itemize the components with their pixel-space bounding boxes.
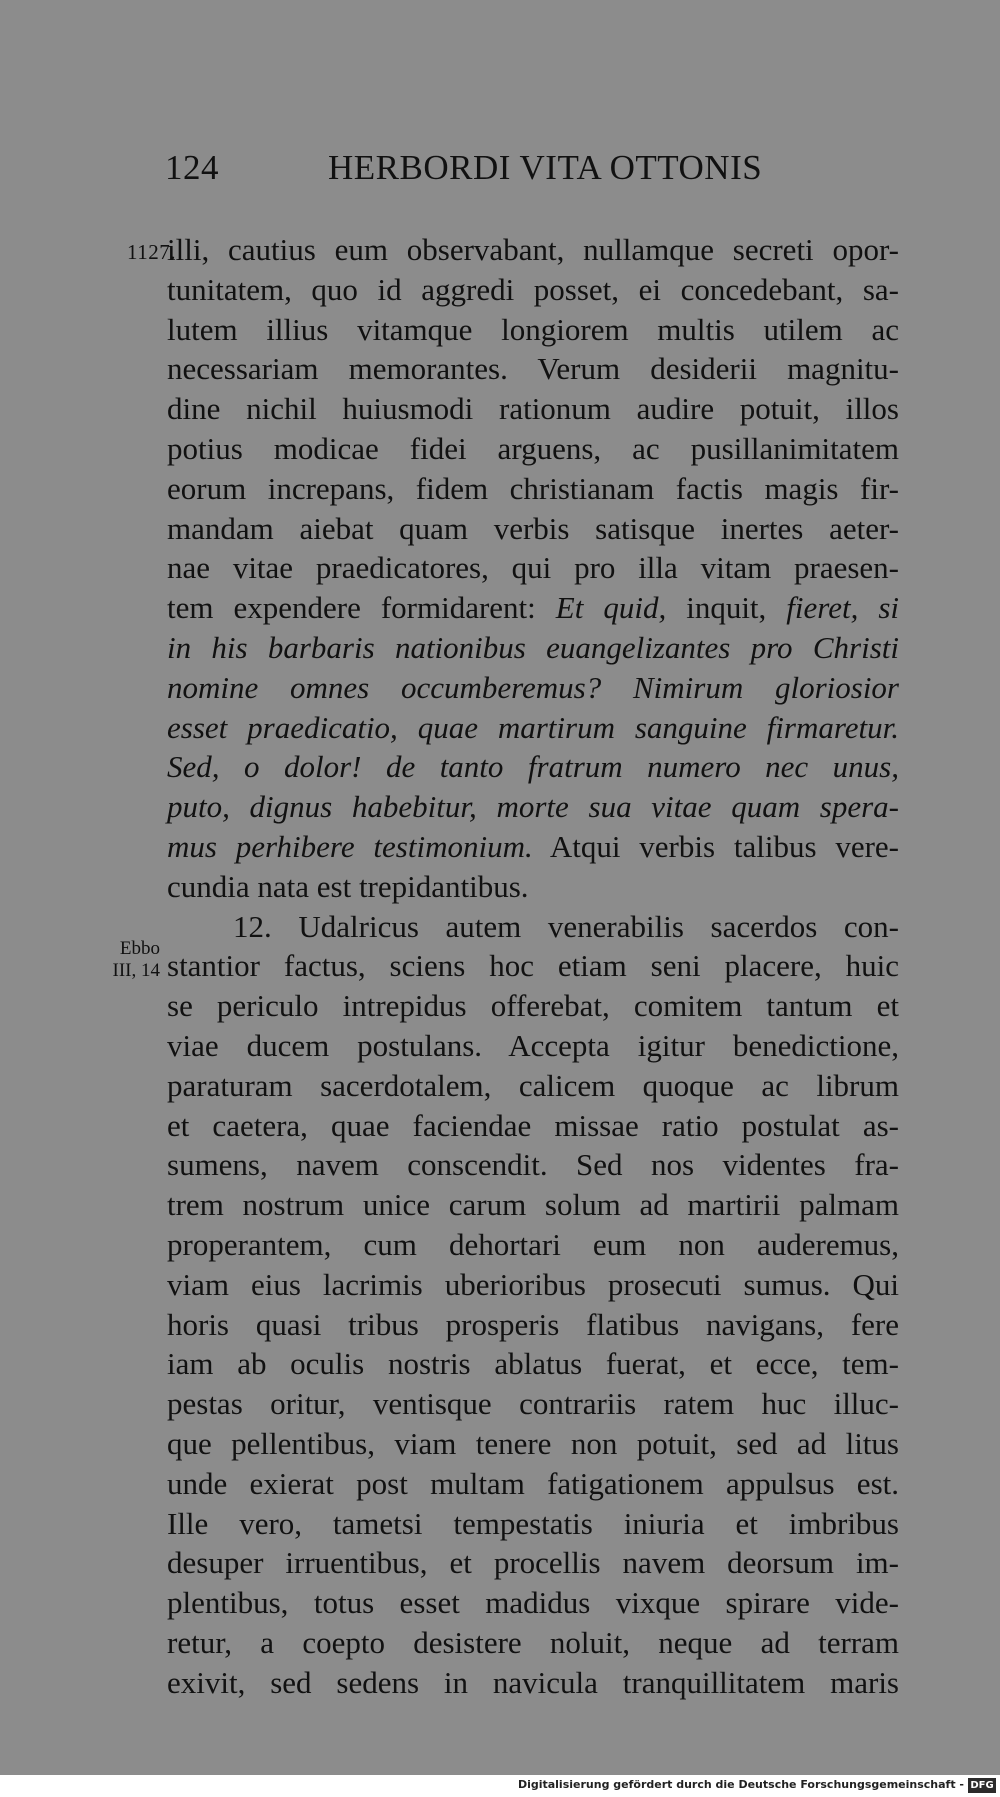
- text-line: [167, 907, 899, 947]
- text-line: [167, 1305, 899, 1345]
- text-segment: trem nostrum unice carum solum ad martirii palmam: [167, 1187, 899, 1223]
- text-line: [167, 1185, 899, 1225]
- text-segment: viam eius lacrimis uberioribus prosecuti sumus. Qui: [167, 1266, 899, 1302]
- text-segment: dine nichil huiusmodi rationum audire potuit, illos: [167, 391, 899, 427]
- text-segment: 12. Udalricus autem venerabilis sacerdos con-: [233, 908, 899, 944]
- header-title: HERBORDI VITA OTTONIS: [328, 148, 763, 187]
- text-segment: cundia nata est trepidantibus.: [167, 868, 529, 904]
- text-line: [167, 1504, 899, 1544]
- margin-source-line: III, 14: [112, 960, 160, 981]
- text-segment: retur, a coepto desistere noluit, neque ad terram: [167, 1624, 899, 1660]
- text-line: [167, 1344, 899, 1384]
- body-text: [167, 230, 899, 1702]
- text-segment: mandam aiebat quam verbis satisque inertes aeter-: [167, 510, 899, 546]
- text-segment: nae vitae praedicatores, qui pro illa vitam praesen-: [167, 550, 899, 586]
- text-segment: properantem, cum dehortari eum non auderemus,: [167, 1226, 899, 1262]
- running-head: [165, 148, 763, 188]
- text-line: [167, 1066, 899, 1106]
- text-line: [167, 1145, 899, 1185]
- text-segment: illi, cautius eum observabant, nullamque secreti opor-: [167, 232, 899, 267]
- text-line: [167, 230, 899, 270]
- text-line: [167, 469, 899, 509]
- text-segment: lutem illius vitamque longiorem multis utilem ac: [167, 311, 899, 347]
- text-segment: Et quid,: [555, 590, 667, 626]
- text-segment: pestas oritur, ventisque contrariis ratem huc illuc-: [167, 1386, 899, 1422]
- text-segment: et caetera, quae faciendae missae ratio postulat as-: [167, 1107, 899, 1143]
- text-segment: Atqui verbis talibus vere-: [532, 828, 899, 864]
- page-number: 124: [165, 148, 219, 187]
- text-segment: se periculo intrepidus offerebat, comitem tantum et: [167, 988, 899, 1024]
- text-line: [167, 1106, 899, 1146]
- text-segment: paraturam sacerdotalem, calicem quoque ac librum: [167, 1067, 899, 1103]
- text-line: [167, 628, 899, 668]
- text-line: [167, 747, 899, 787]
- text-segment: in his barbaris nationibus euangelizantes pro Christi: [167, 629, 899, 665]
- margin-source-note: [100, 938, 160, 982]
- text-line: [167, 1623, 899, 1663]
- text-segment: Sed, o dolor! de tanto fratrum numero nec unus,: [167, 749, 899, 785]
- text-line: [167, 509, 899, 549]
- margin-source-line: Ebbo: [119, 938, 160, 959]
- text-segment: viae ducem postulans. Accepta igitur benedictione,: [167, 1027, 899, 1063]
- text-segment: stantior factus, sciens hoc etiam seni placere, huic: [167, 948, 899, 984]
- text-segment: puto, dignus habebitur, morte sua vitae quam spera-: [167, 789, 899, 825]
- text-line: [167, 1265, 899, 1305]
- margin-year-note: 1127.: [127, 240, 176, 264]
- dfg-logo: DFG: [968, 1778, 996, 1793]
- text-segment: plentibus, totus esset madidus vixque spirare vide-: [167, 1585, 899, 1621]
- text-line: [167, 1225, 899, 1265]
- text-line: [167, 946, 899, 986]
- text-segment: desuper irruentibus, et procellis navem deorsum im-: [167, 1545, 899, 1581]
- text-line: [167, 787, 899, 827]
- text-line: [167, 1583, 899, 1623]
- footer-credit: Digitalisierung gefördert durch die Deutsche Forschungsgemeinschaft -: [517, 1778, 964, 1791]
- text-segment: mus perhibere testimonium.: [167, 828, 533, 864]
- text-line: [167, 986, 899, 1026]
- text-segment: tem expendere formidarent:: [167, 590, 556, 626]
- text-segment: Ille vero, tametsi tempestatis iniuria et imbribus: [167, 1505, 899, 1541]
- text-segment: unde exierat post multam fatigationem appulsus est.: [167, 1465, 899, 1501]
- text-line: [167, 310, 899, 350]
- text-segment: eorum increpans, fidem christianam factis magis fir-: [167, 470, 899, 506]
- text-line: [167, 1663, 899, 1703]
- text-line: [167, 1026, 899, 1066]
- text-segment: inquit,: [666, 590, 787, 626]
- text-segment: iam ab oculis nostris ablatus fuerat, et ecce, tem-: [167, 1346, 899, 1382]
- text-line: [167, 429, 899, 469]
- text-segment: tunitatem, quo id aggredi posset, ei concedebant, sa-: [167, 271, 899, 307]
- text-line: [167, 867, 899, 907]
- text-segment: que pellentibus, viam tenere non potuit, sed ad litus: [167, 1425, 899, 1461]
- text-segment: exivit, sed sedens in navicula tranquillitatem maris: [167, 1664, 899, 1700]
- text-line: [167, 588, 899, 628]
- text-line: [167, 1543, 899, 1583]
- text-segment: esset praedicatio, quae martirum sanguine firmaretur.: [167, 709, 899, 745]
- text-line: [167, 389, 899, 429]
- text-line: [167, 270, 899, 310]
- text-segment: horis quasi tribus prosperis flatibus navigans, fere: [167, 1306, 899, 1342]
- text-segment: potius modicae fidei arguens, ac pusillanimitatem: [167, 430, 899, 466]
- text-line: [167, 1424, 899, 1464]
- text-line: [167, 548, 899, 588]
- text-segment: sumens, navem conscendit. Sed nos videntes fra-: [167, 1147, 899, 1183]
- text-line: [167, 349, 899, 389]
- text-line: [167, 708, 899, 748]
- text-segment: fieret, si: [786, 590, 899, 626]
- text-segment: necessariam memorantes. Verum desiderii magnitu-: [167, 351, 899, 387]
- text-segment: nomine omnes occumberemus? Nimirum gloriosior: [167, 669, 899, 705]
- text-line: [167, 1384, 899, 1424]
- text-line: [167, 827, 899, 867]
- footer-bar: [0, 1775, 1000, 1797]
- text-line: [167, 1464, 899, 1504]
- text-line: [167, 668, 899, 708]
